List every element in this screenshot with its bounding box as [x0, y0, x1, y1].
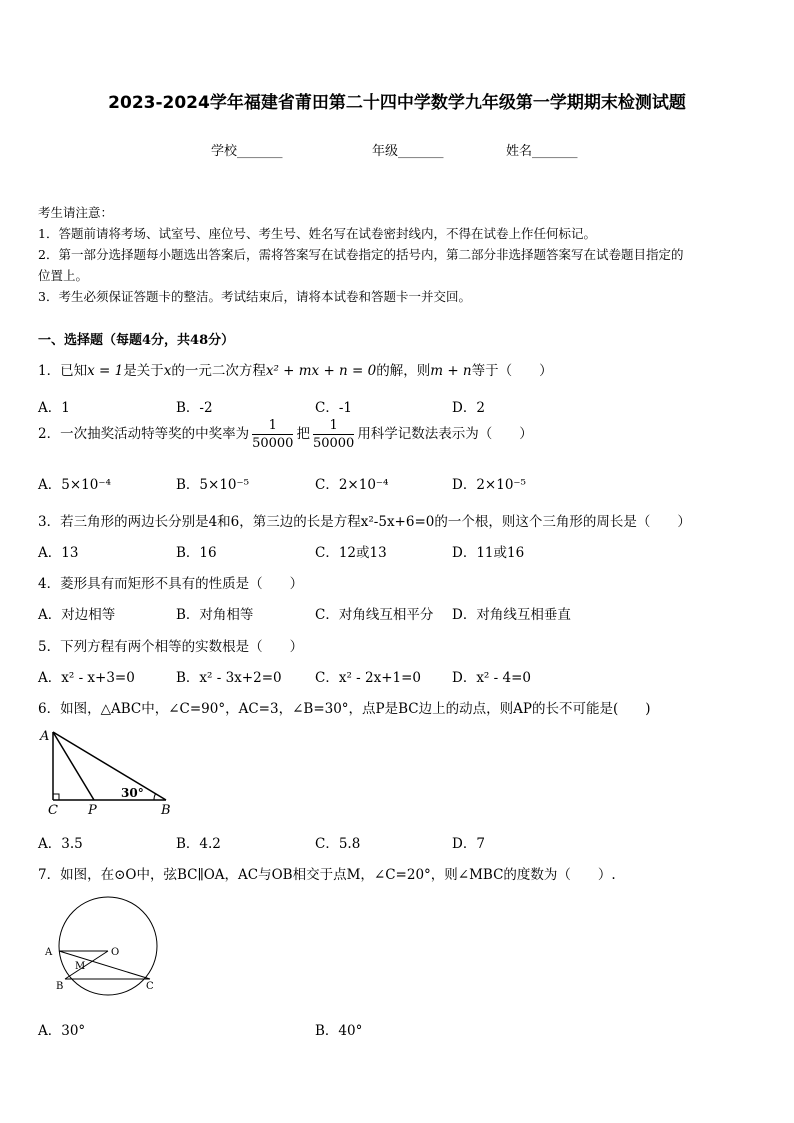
label-a: A — [40, 729, 50, 744]
q3-option-a: A．13 — [38, 545, 79, 561]
q5-option-a: A．x² - x+3=0 — [38, 670, 135, 686]
q6-option-a: A．3.5 — [38, 836, 83, 852]
q5-option-c: C．x² - 2x+1=0 — [315, 670, 422, 686]
question-3: 3．若三角形的两边长分别是4和6，第三边的长是方程x²-5x+6=0的一个根，则这个三角形的周长是（ ） — [38, 514, 691, 530]
q2-option-c: C．2×10⁻⁴ — [315, 477, 389, 493]
q1-option-d: D．2 — [452, 400, 485, 416]
q2-option-b: B．5×10⁻⁵ — [176, 477, 250, 493]
right-angle-mark — [53, 794, 59, 800]
fraction-1: $\frac{1}{50000}$ — [252, 418, 294, 451]
q4-option-c: C．对角线互相平分 — [315, 607, 434, 623]
chord-ac — [59, 951, 150, 979]
label-o: O — [111, 947, 120, 958]
notice-heading: 考生请注意： — [38, 205, 114, 220]
q1-option-a: A．1 — [38, 400, 70, 416]
math-x: x — [163, 363, 172, 379]
segment-ap — [53, 732, 94, 800]
angle-b-arc — [154, 794, 156, 800]
q3-option-b: B．16 — [176, 545, 217, 561]
label-m: M — [75, 961, 86, 972]
q1-option-c: C．-1 — [315, 400, 352, 416]
q4-option-a: A．对边相等 — [38, 607, 116, 623]
q4-option-b: B．对角相等 — [176, 607, 254, 623]
q6-option-d: D．7 — [452, 836, 485, 852]
notice-item-1: 1．答题前请将考场、试室号、座位号、考生号、姓名写在试卷密封线内，不得在试卷上作任何标记。 — [38, 226, 596, 241]
q7-option-a: A．30° — [38, 1023, 86, 1039]
circle-o — [59, 897, 157, 995]
page-title: 2023-2024学年福建省莆田第二十四中学数学九年级第一学期期末检测试题 — [108, 93, 686, 113]
question-4: 4．菱形具有而矩形不具有的性质是（ ） — [38, 576, 304, 592]
q7-option-b: B．40° — [315, 1023, 363, 1039]
question-7: 7．如图，在⊙O中，弦BC∥OA，AC与OB相交于点M，∠C=20°，则∠MBC的度数为（ ）. — [38, 867, 616, 883]
grade-field: 年级_______ — [372, 144, 444, 159]
q6-option-c: C．5.8 — [315, 836, 361, 852]
q5-option-d: D．x² - 4=0 — [452, 670, 531, 686]
q2-option-d: D．2×10⁻⁵ — [452, 477, 526, 493]
math-x-eq-1: x = 1 — [87, 363, 124, 379]
label-angle-30: 30° — [121, 786, 144, 800]
question-6: 6．如图，△ABC中，∠C=90°，AC=3，∠B=30°，点P是BC边上的动点，则AP的长不可能是( ) — [38, 701, 651, 717]
label-c: C — [146, 981, 154, 992]
q3-option-d: D．11或16 — [452, 545, 525, 561]
label-b: B — [56, 981, 64, 992]
notice-item-2: 2．第一部分选择题每小题选出答案后，需将答案写在试卷指定的括号内，第二部分非选择题答案写在试卷题目指定的 — [38, 247, 684, 262]
math-equation: x² + mx + n = 0 — [265, 363, 377, 379]
q6-option-b: B．4.2 — [176, 836, 221, 852]
notice-item-2-cont: 位置上。 — [38, 268, 89, 283]
name-field: 姓名_______ — [506, 144, 578, 159]
math-m-plus-n: m + n — [430, 363, 472, 379]
q4-option-d: D．对角线互相垂直 — [452, 607, 571, 623]
label-b: B — [161, 803, 171, 818]
fraction-2: $\frac{1}{50000}$ — [312, 418, 355, 451]
side-ab — [53, 732, 166, 800]
question-1: 1．已知x = 1是关于x的一元二次方程x² + mx + n = 0的解，则m + n等于（ ） — [38, 363, 553, 379]
label-p: P — [88, 803, 97, 818]
label-c: C — [48, 803, 58, 818]
question-5: 5．下列方程有两个相等的实数根是（ ） — [38, 639, 304, 655]
q1-option-b: B．-2 — [176, 400, 213, 416]
label-a: A — [45, 947, 53, 958]
notice-item-3: 3．考生必须保证答题卡的整洁。考试结束后，请将本试卷和答题卡一并交回。 — [38, 289, 471, 304]
question-2: 2．一次抽奖活动特等奖的中奖率为 $\frac{1}{50000}$ 把 $\frac{1}{50000}$ 用科学记数法表示为（ ） — [38, 418, 533, 451]
q7-circle-figure — [40, 896, 164, 998]
section-heading: 一、选择题（每题4分，共48分） — [38, 333, 235, 348]
q5-option-b: B．x² - 3x+2=0 — [176, 670, 282, 686]
q2-option-a: A．5×10⁻⁴ — [38, 477, 111, 493]
q3-option-c: C．12或13 — [315, 545, 387, 561]
school-field: 学校_______ — [211, 144, 283, 159]
q6-triangle-figure — [36, 726, 186, 818]
